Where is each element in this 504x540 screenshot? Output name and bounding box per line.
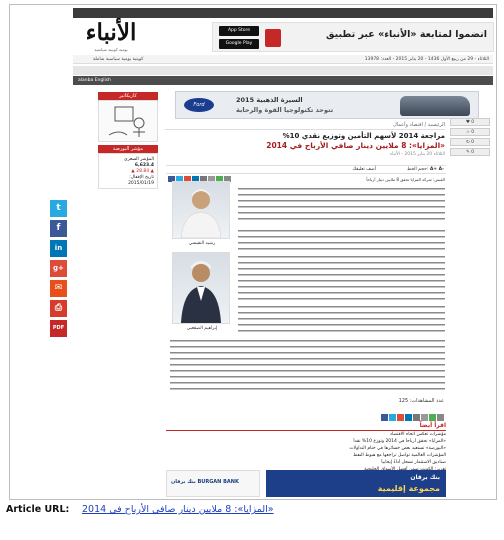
english-link[interactable]: alanba English [78, 78, 111, 83]
stock-value: 6,623.4 [134, 163, 154, 168]
person-1-icon [173, 182, 229, 238]
burgan-ad-subtitle: مجموعة إقليمية [377, 484, 440, 493]
paragraph-1 [238, 186, 445, 222]
facebook-share-icon[interactable] [381, 414, 388, 421]
related-item[interactable]: «البورصة» تستعيد بعض خسائرها في ختام التداولات [349, 446, 446, 451]
burgan-ad-text: بنك برقان BURGAN BANK [171, 479, 239, 485]
left-sidebar [98, 92, 158, 189]
view-count-bar [166, 398, 446, 418]
font-size-label: حجم الخط: [406, 167, 429, 172]
article-kicker: مراجعة 2014 لأسهم التأمين وتوزيع نقدي 10% [282, 132, 445, 140]
stock-box[interactable] [98, 153, 158, 189]
ad-subtitle: تتوحد تكنولوجيا القوة والرحابة [236, 106, 334, 114]
article-headline: «المزايا»: 8 ملايين دينار صافي الأرباح في 2014 [266, 141, 445, 150]
info-left: كويتية يومية سياسية شاملة [93, 57, 144, 62]
whatsapp-share-icon[interactable] [429, 414, 436, 421]
ford-ad-banner[interactable] [175, 91, 479, 119]
site-logo[interactable] [76, 19, 146, 57]
app-banner[interactable] [212, 22, 494, 52]
view-count: عدد المشاهدات: 125 [398, 398, 444, 404]
logo-subtitle: يومية كويتية سياسية [94, 47, 128, 52]
logo-text: الأنباء [85, 19, 137, 46]
car-image [400, 96, 470, 116]
burgan-ad-title: بنك برقان [410, 474, 440, 481]
related-item[interactable]: صناديق الاستثمار تسجل أداءً إيجابياً [381, 460, 446, 465]
font-size-control[interactable] [407, 167, 444, 172]
social-share-bar [50, 200, 67, 340]
email-icon[interactable]: ✉ [50, 280, 67, 297]
stock-heading: مؤشر البورصة [98, 145, 158, 153]
related-item[interactable]: المؤشرات العالمية تواصل تراجعها مع هبوط النفط [353, 453, 446, 458]
info-date: الثلاثاء - 29 من ربيع الأول 1436 - 20 يناير 2015 - العدد: 13978 [364, 57, 489, 62]
phone-icon [265, 29, 281, 47]
paragraph-2 [238, 228, 445, 250]
photo-2-caption: إبراهيم الصقعبي [186, 326, 218, 331]
info-bar [73, 55, 493, 64]
paragraph-5 [170, 338, 445, 394]
tweet-count-button[interactable]: ↻ 0 [450, 138, 490, 146]
ford-logo: Ford [184, 98, 214, 112]
cartoon-heading: كاريكاتير [98, 92, 158, 100]
google-play-badge[interactable]: Google Play [219, 39, 259, 49]
person-2-icon [173, 253, 229, 323]
print-share-icon[interactable] [421, 414, 428, 421]
cartoon-image[interactable] [98, 100, 158, 142]
more-share-icon[interactable] [437, 414, 444, 421]
share-count-button[interactable]: ☆ 0 [450, 128, 490, 136]
print-icon[interactable]: ⎙ [50, 300, 67, 317]
ad-title: السيرة الذهبية 2015 [236, 96, 303, 104]
related-articles [166, 422, 446, 473]
stock-date: تاريخ الإقفال: 2015/01/19 [128, 175, 154, 186]
secondary-nav [73, 76, 493, 85]
font-size-buttons[interactable]: A+ A- [429, 167, 444, 172]
email-share-icon[interactable] [413, 414, 420, 421]
photo-1-caption: رشيد النفيسي [188, 241, 216, 246]
photo-1[interactable] [172, 181, 230, 239]
cartoon-drawing-icon [99, 101, 157, 141]
stock-label: المؤشر السعري [123, 157, 154, 162]
burgan-ad-large[interactable] [266, 470, 446, 497]
twitter-share-icon[interactable] [389, 414, 396, 421]
comment-count-button[interactable]: ✎ 0 [450, 148, 490, 156]
right-controls [450, 118, 490, 158]
article-url-label: Article URL: [6, 504, 70, 515]
paragraph-3 [238, 254, 445, 300]
breadcrumb[interactable]: الرئيسية / اقتصاد وأعمال [165, 122, 445, 130]
paragraph-4 [238, 304, 445, 334]
article-lead: القبس: شركة المزايا تحقق 8 ملايين دينار أرباحاً [366, 177, 445, 182]
article-header [165, 122, 445, 157]
article-toolbar [166, 165, 446, 174]
article-date: الثلاثاء 20 يناير 2015 - الأنباء [389, 152, 445, 157]
add-comment-link[interactable]: أضف تعليقك [352, 167, 376, 172]
photo-2[interactable] [172, 252, 230, 324]
stock-change: ▲ 28.84 ▲ [131, 169, 154, 174]
app-store-badge[interactable]: App Store [219, 26, 259, 36]
twitter-icon[interactable]: t [50, 200, 67, 217]
article-url-link[interactable]: «المزايا»: 8 ملايين دينار صافي الأرباح في 2014 [82, 504, 274, 515]
linkedin-icon[interactable]: in [50, 240, 67, 257]
facebook-icon[interactable]: f [50, 220, 67, 237]
like-button[interactable]: ♥ 0 [450, 118, 490, 126]
app-banner-text: انضموا لمتابعة «الأنباء» عبر تطبيق [326, 29, 487, 40]
google-plus-icon[interactable]: g+ [50, 260, 67, 277]
bottom-ads [166, 470, 446, 497]
related-item[interactable]: مؤشرات تعكس اتجاه الاقتصاد [389, 432, 446, 437]
linkedin-share-icon[interactable] [405, 414, 412, 421]
top-bar [73, 8, 493, 18]
related-item[interactable]: «المزايا» تحقق أرباحاً في 2014 وتوزع 10% نقداً [353, 439, 446, 444]
related-heading: اقرأ أيضاً [166, 422, 446, 431]
burgan-ad-small[interactable] [166, 470, 260, 497]
primary-nav [73, 66, 493, 75]
google-share-icon[interactable] [397, 414, 404, 421]
pdf-icon[interactable]: PDF [50, 320, 67, 337]
